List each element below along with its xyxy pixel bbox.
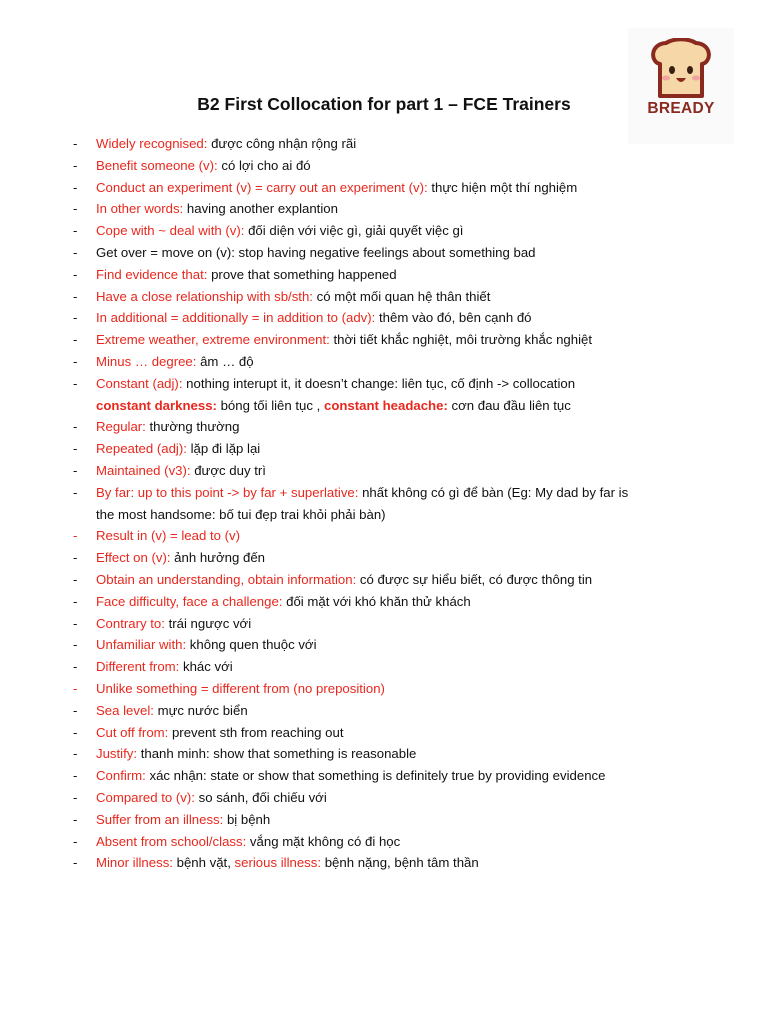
term: Regular: — [96, 419, 146, 435]
bullet-dash: - — [73, 136, 78, 151]
bullet-dash: - — [73, 244, 78, 260]
term: Unlike something = different from (no preposition) — [96, 680, 385, 696]
definition: có một mối quan hệ thân thiết — [312, 288, 491, 304]
list-item — [73, 852, 683, 874]
list-item — [73, 307, 683, 329]
collocation-list — [73, 133, 683, 874]
term: Sea level: — [96, 702, 154, 718]
bullet-dash: - — [73, 768, 78, 784]
bullet-dash: - — [73, 419, 78, 435]
bread-mascot-icon — [646, 38, 716, 102]
definition: xác nhận: state or show that something is definitely true by providing evidence — [145, 768, 606, 784]
logo-text: BREADY — [647, 100, 715, 117]
list-item — [73, 133, 683, 155]
list-item — [73, 678, 683, 700]
definition: trái ngược với — [164, 615, 252, 631]
bullet-dash: - — [73, 179, 78, 195]
term: Have a close relationship with sb/sth: — [96, 288, 313, 304]
list-item — [73, 416, 683, 438]
definition: thường thường — [145, 419, 240, 435]
list-item — [73, 264, 683, 286]
term: Different from: — [96, 659, 180, 675]
term: Compared to (v): — [96, 789, 195, 805]
bullet-dash: - — [73, 550, 78, 566]
term: Justify: — [96, 746, 138, 762]
example-term: constant headache: — [323, 397, 448, 413]
definition: prove that something happened — [207, 266, 397, 282]
definition-continued: the most handsome: bố tui đẹp trai khỏi phải bàn) — [96, 506, 386, 522]
term: Benefit someone (v): — [96, 157, 218, 173]
term: Repeated (adj): — [96, 441, 187, 457]
bullet-dash: - — [73, 811, 78, 827]
bullet-dash: - — [73, 680, 78, 696]
list-item — [73, 329, 683, 351]
definition: thêm vào đó, bên cạnh đó — [375, 310, 532, 326]
term: By far: up to this point -> by far + superlative: — [96, 484, 359, 500]
bullet-dash: - — [73, 310, 78, 326]
bullet-dash: - — [73, 659, 78, 675]
term: Effect on (v): — [96, 550, 171, 566]
list-item — [73, 743, 683, 765]
term: Result in (v) = lead to (v) — [96, 528, 241, 544]
list-item — [73, 438, 683, 460]
bullet-dash: - — [73, 266, 78, 282]
list-item — [73, 525, 683, 547]
term: In other words: — [96, 201, 184, 217]
bullet-dash: - — [73, 833, 78, 849]
list-item — [73, 547, 683, 569]
definition: đối diện với việc gì, giải quyết việc gì — [244, 223, 464, 239]
term: In additional = additionally = in addition to (adv): — [96, 310, 376, 326]
definition: âm … độ — [196, 353, 254, 369]
bullet-dash: - — [73, 724, 78, 740]
list-item — [73, 787, 683, 809]
definition: thời tiết khắc nghiệt, môi trường khắc nghiệt — [329, 332, 592, 348]
list-item — [73, 482, 683, 526]
bullet-dash: - — [73, 615, 78, 631]
definition: nhất không có gì để bàn (Eg: My dad by far is — [358, 484, 629, 500]
bullet-dash: - — [73, 157, 78, 173]
definition: bệnh vặt, — [172, 855, 235, 871]
list-item — [73, 809, 683, 831]
list-item — [73, 634, 683, 656]
term: Minus … degree: — [96, 353, 197, 369]
list-item — [73, 351, 683, 373]
bullet-dash: - — [73, 746, 78, 762]
term: Contrary to: — [96, 615, 165, 631]
definition: ảnh hưởng đến — [170, 550, 265, 566]
bullet-dash: - — [73, 462, 78, 478]
term: Confirm: — [96, 768, 146, 784]
collocation-examples — [96, 395, 683, 417]
term: Maintained (v3): — [96, 462, 191, 478]
bullet-dash: - — [73, 223, 78, 239]
term: Cut off from: — [96, 724, 169, 740]
bullet-dash: - — [73, 332, 78, 348]
definition: Get over = move on (v): stop having negative feelings about something bad — [96, 244, 536, 260]
list-item — [73, 613, 683, 635]
list-item — [73, 722, 683, 744]
definition: thanh minh: show that something is reasonable — [137, 746, 417, 762]
definition: được duy trì — [190, 462, 266, 478]
list-item — [73, 155, 683, 177]
term: Absent from school/class: — [96, 833, 247, 849]
definition: mực nước biển — [153, 702, 248, 718]
definition: vắng mặt không có đi học — [246, 833, 401, 849]
term: Suffer from an illness: — [96, 811, 224, 827]
bullet-dash: - — [73, 637, 78, 653]
list-item — [73, 373, 683, 417]
list-item — [73, 656, 683, 678]
list-item — [73, 220, 683, 242]
list-item — [73, 242, 683, 264]
page-title: B2 First Collocation for part 1 – FCE Trainers — [197, 94, 571, 114]
term: Extreme weather, extreme environment: — [96, 332, 330, 348]
term: Constant (adj): — [96, 375, 183, 391]
term: Widely recognised: — [96, 136, 208, 151]
definition: nothing interupt it, it doesn’t change: liên tục, cố định -> collocation — [182, 375, 576, 391]
bullet-dash: - — [73, 528, 78, 544]
example-definition: bóng tối liên tục , — [216, 397, 324, 413]
definition: having another explantion — [183, 201, 338, 217]
bullet-dash: - — [73, 571, 78, 587]
bullet-dash: - — [73, 484, 78, 500]
term: Obtain an understanding, obtain information: — [96, 571, 357, 587]
definition: được công nhận rộng rãi — [207, 136, 357, 151]
definition: thực hiện một thí nghiệm — [427, 179, 578, 195]
term: Cope with ~ deal with (v): — [96, 223, 245, 239]
definition: có được sự hiểu biết, có được thông tin — [356, 571, 593, 587]
definition: đối mặt với khó khăn thử khách — [282, 593, 471, 609]
definition: có lợi cho ai đó — [217, 157, 311, 173]
example-term: constant darkness: — [96, 397, 217, 413]
bullet-dash: - — [73, 288, 78, 304]
bullet-dash: - — [73, 789, 78, 805]
definition: khác với — [179, 659, 233, 675]
example-definition: cơn đau đầu liên tục — [447, 397, 571, 413]
term: Minor illness: — [96, 855, 173, 871]
definition: lặp đi lặp lại — [186, 441, 261, 457]
bullet-dash: - — [73, 593, 78, 609]
list-item — [73, 765, 683, 787]
list-item — [73, 460, 683, 482]
term: Unfamiliar with: — [96, 637, 187, 653]
bullet-dash: - — [73, 702, 78, 718]
definition: bệnh nặng, bệnh tâm thần — [321, 855, 479, 871]
definition: so sánh, đối chiếu với — [194, 789, 327, 805]
term: serious illness: — [234, 855, 322, 871]
bullet-dash: - — [73, 441, 78, 457]
list-item — [73, 177, 683, 199]
list-item — [73, 569, 683, 591]
bready-logo — [628, 28, 734, 144]
list-item — [73, 198, 683, 220]
bullet-dash: - — [73, 353, 78, 369]
term: Face difficulty, face a challenge: — [96, 593, 283, 609]
list-item — [73, 286, 683, 308]
list-item — [73, 591, 683, 613]
list-item — [73, 700, 683, 722]
definition: không quen thuộc với — [186, 637, 317, 653]
bullet-dash: - — [73, 201, 78, 217]
term: Conduct an experiment (v) = carry out an experiment (v): — [96, 179, 428, 195]
definition: bị bệnh — [223, 811, 271, 827]
term: Find evidence that: — [96, 266, 208, 282]
list-item — [73, 831, 683, 853]
bullet-dash: - — [73, 855, 78, 871]
bullet-dash: - — [73, 375, 78, 391]
definition: prevent sth from reaching out — [168, 724, 344, 740]
